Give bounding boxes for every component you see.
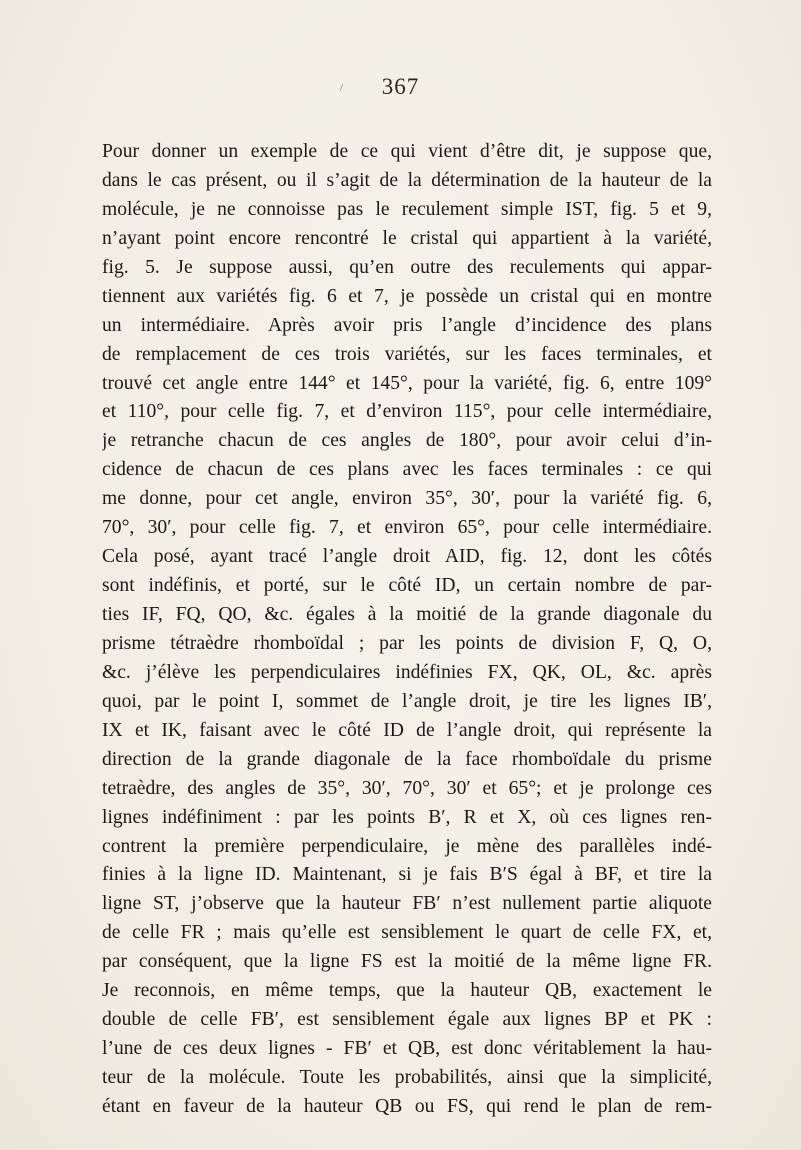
text-line: ties IF, FQ, QO, &c. égales à la moitié de la grande diagonale du <box>102 604 712 625</box>
text-line: contrent la première perpendiculaire, je mène des parallèles indé- <box>102 835 712 857</box>
body-text <box>102 138 712 1122</box>
text-line: molécule, je ne connoisse pas le reculement simple IST, fig. 5 et 9, <box>102 198 712 220</box>
text-line: Cela posé, ayant tracé l’angle droit AID, fig. 12, dont les côtés <box>102 546 712 568</box>
text-line: de remplacement de ces trois variétés, sur les faces terminales, et <box>102 343 712 365</box>
text-line: IX et IK, faisant avec le côté ID de l’angle droit, qui représente la <box>102 719 712 741</box>
text-line: par conséquent, que la ligne FS est la moitié de la même ligne FR. <box>102 951 712 973</box>
text-line: cidence de chacun de ces plans avec les faces terminales : ce qui <box>102 459 712 481</box>
text-line: &c. j’élève les perpendiculaires indéfinies FX, QK, OL, &c. après <box>102 661 712 683</box>
text-line: double de celle FB′, est sensiblement égale aux lignes BP et PK : <box>102 1009 712 1031</box>
text-line: quoi, par le point I, sommet de l’angle droit, je tire les lignes IB′, <box>102 690 712 712</box>
text-line: Je reconnois, en même temps, que la hauteur QB, exactement le <box>102 980 712 1002</box>
text-line: de celle FR ; mais qu’elle est sensiblement le quart de celle FX, et, <box>102 922 712 944</box>
page-number: 367 <box>381 74 420 99</box>
margin-mark: / <box>340 82 344 94</box>
text-line: étant en faveur de la hauteur QB ou FS, qui rend le plan de rem- <box>102 1095 712 1117</box>
text-line: dans le cas présent, ou il s’agit de la détermination de la hauteur de la <box>102 169 712 191</box>
text-line: fig. 5. Je suppose aussi, qu’en outre des reculements qui appar- <box>102 256 712 278</box>
text-line: lignes indéfiniment : par les points B′, R et X, où ces lignes ren- <box>102 806 712 828</box>
text-line: tiennent aux variétés fig. 6 et 7, je possède un cristal qui en montre <box>102 285 712 307</box>
text-line: prisme tétraèdre rhomboïdal ; par les points de division F, Q, O, <box>102 632 712 654</box>
text-line: direction de la grande diagonale de la face rhomboïdale du prisme <box>102 748 712 770</box>
text-line: tetraèdre, des angles de 35°, 30′, 70°, 30′ et 65°; et je prolonge ces <box>102 777 712 799</box>
text-line: trouvé cet angle entre 144° et 145°, pour la variété, fig. 6, entre 109° <box>102 372 712 394</box>
text-line: je retranche chacun de ces angles de 180°, pour avoir celui d’in- <box>102 430 712 452</box>
text-line: finies à la ligne ID. Maintenant, si je fais B′S égal à BF, et tire la <box>102 864 712 886</box>
text-line: me donne, pour cet angle, environ 35°, 30′, pour la variété fig. 6, <box>102 488 712 510</box>
text-line: sont indéfinis, et porté, sur le côté ID, un certain nombre de par- <box>102 575 712 597</box>
text-line: et 110°, pour celle fig. 7, et d’environ 115°, pour celle intermédiaire, <box>102 401 712 423</box>
text-line: n’ayant point encore rencontré le cristal qui appartient à la variété, <box>102 227 712 249</box>
text-line: l’une de ces deux lignes - FB′ et QB, est donc véritablement la hau- <box>102 1038 712 1060</box>
text-line: un intermédiaire. Après avoir pris l’angle d’incidence des plans <box>102 314 712 336</box>
text-line: teur de la molécule. Toute les probabilités, ainsi que la simplicité, <box>102 1067 712 1088</box>
text-line: Pour donner un exemple de ce qui vient d’être dit, je suppose que, <box>102 141 712 162</box>
text-line: ligne ST, j’observe que la hauteur FB′ n’est nullement partie aliquote <box>102 893 712 915</box>
text-line: 70°, 30′, pour celle fig. 7, et environ 65°, pour celle intermédiaire. <box>102 517 712 539</box>
